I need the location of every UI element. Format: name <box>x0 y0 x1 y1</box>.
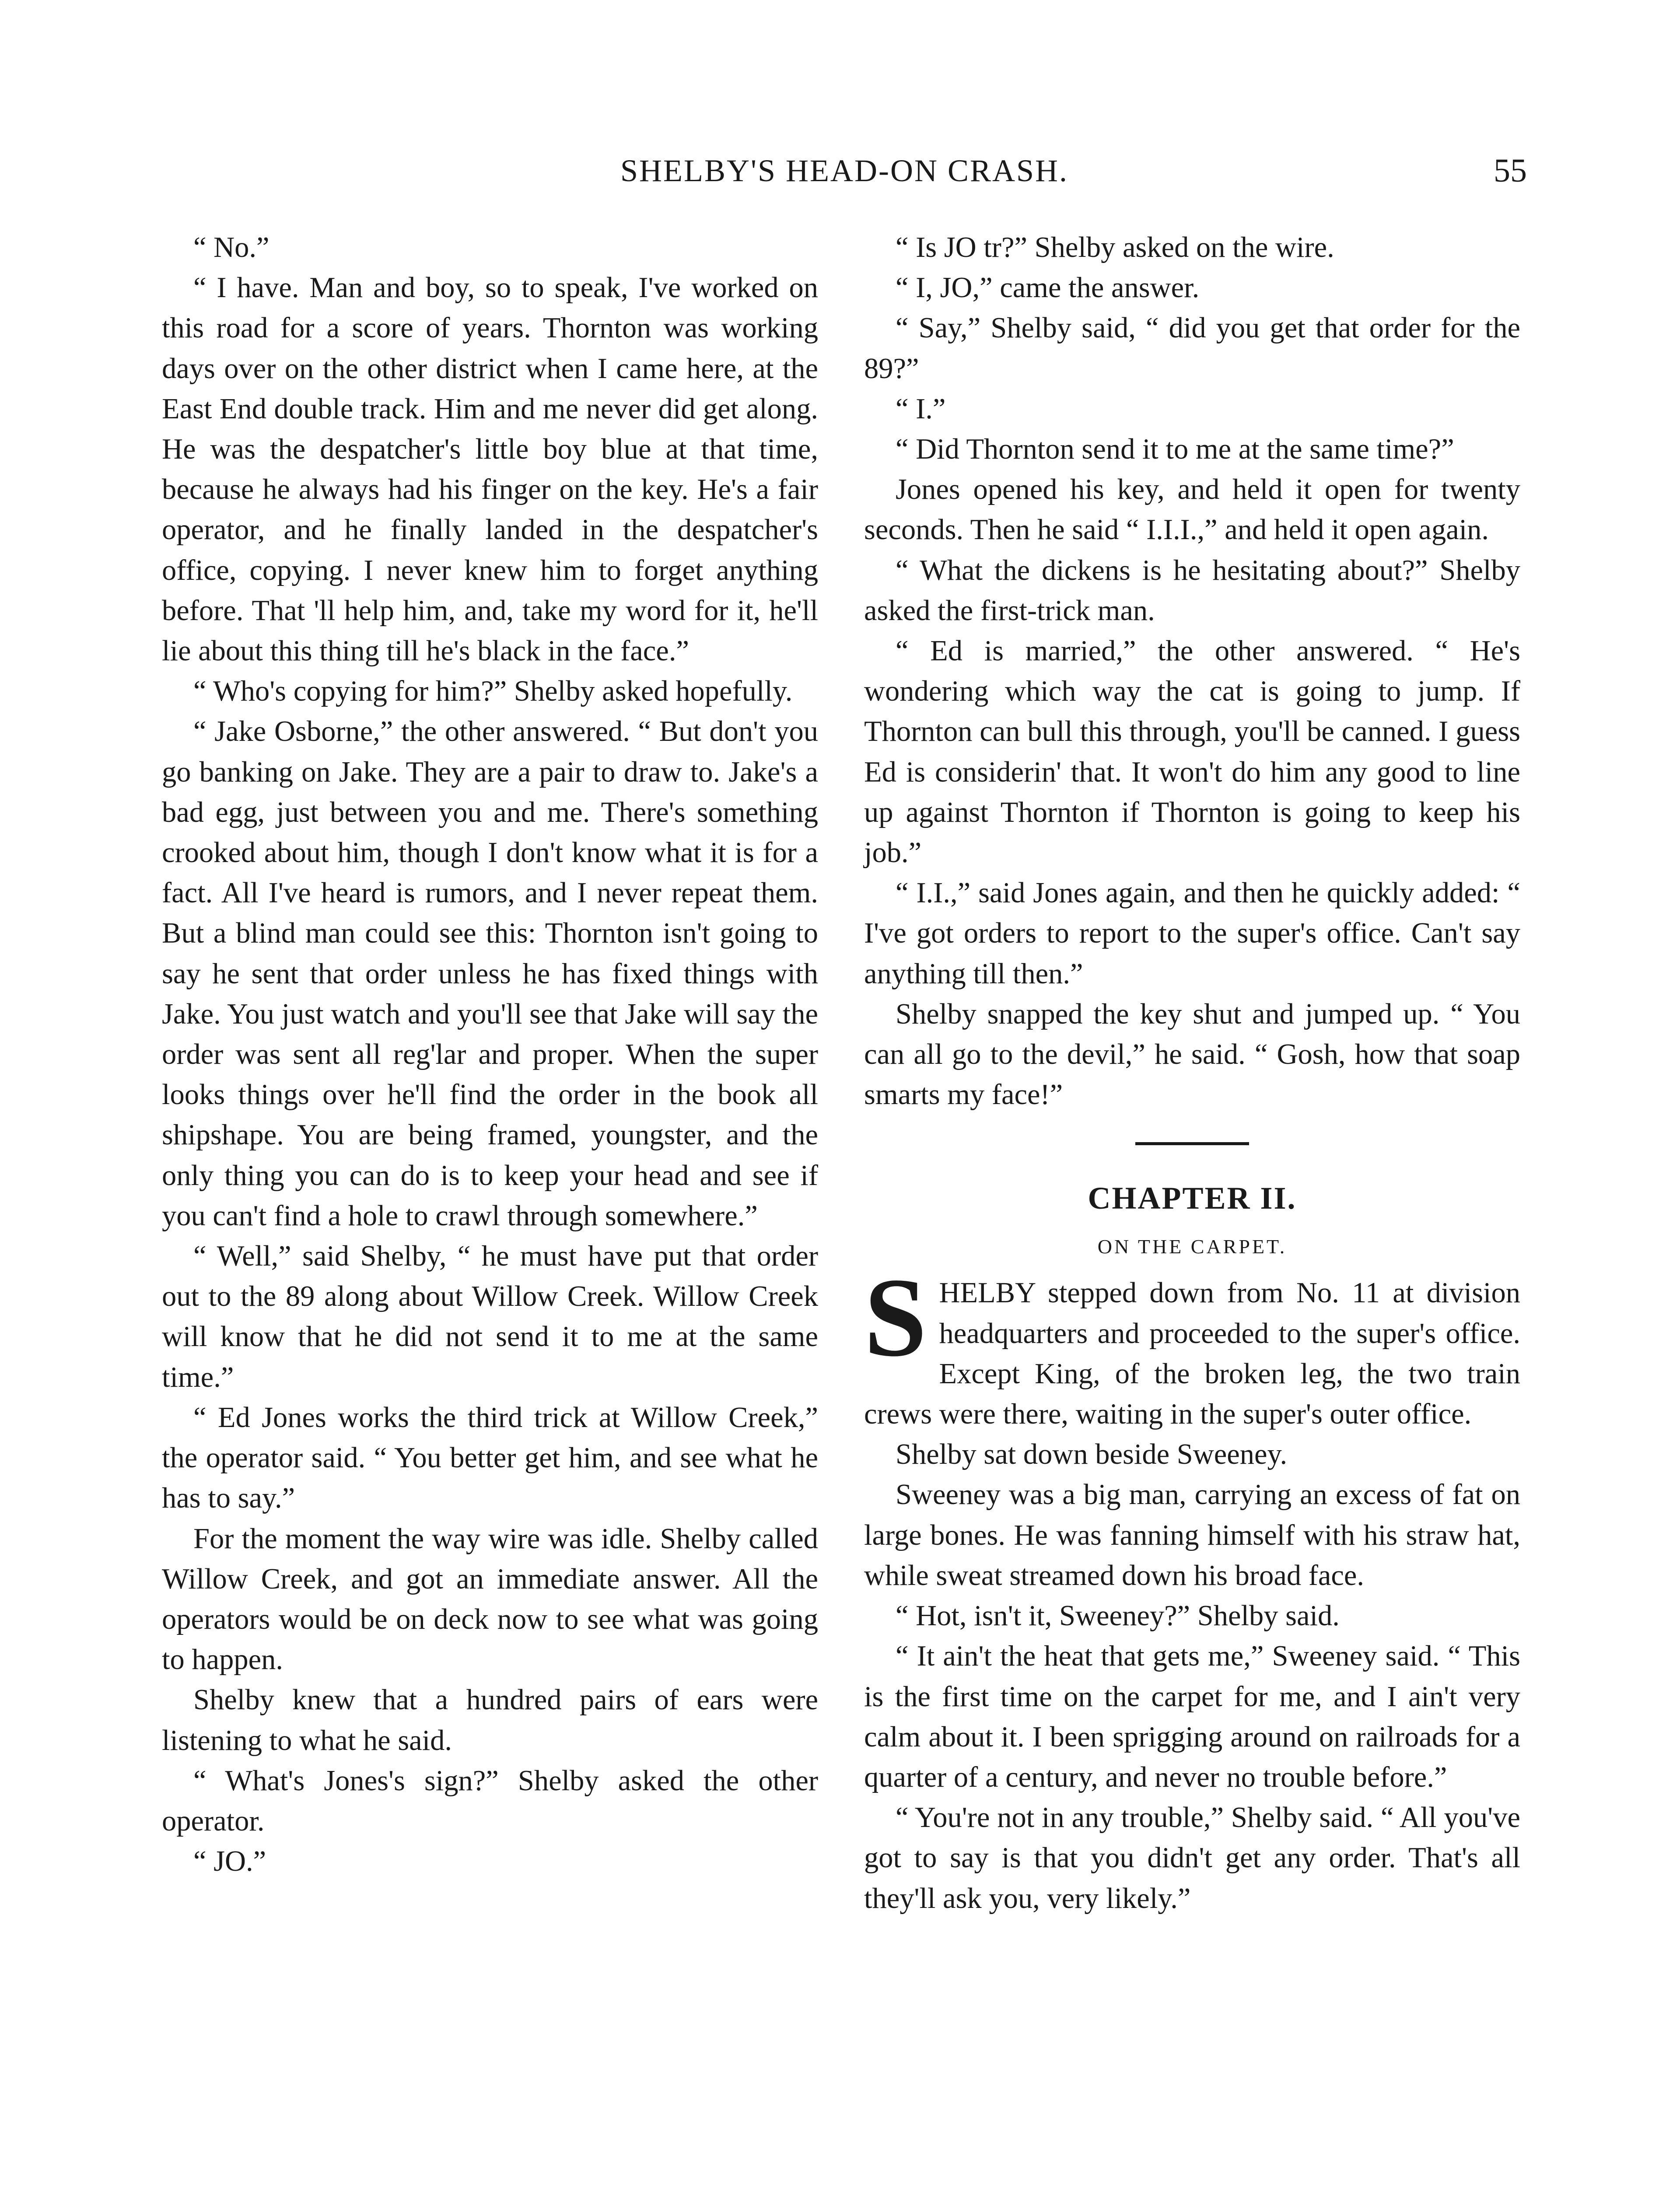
paragraph: “ Say,” Shelby said, “ did you get that order for the 89?” <box>864 312 1520 385</box>
chapter-subtitle: ON THE CARPET. <box>1097 1235 1287 1258</box>
paragraph: “ I.” <box>896 393 946 425</box>
running-title: SHELBY'S HEAD-ON CRASH. <box>620 153 1069 188</box>
paragraph: “ Ed Jones works the third trick at Willow Creek,” the operator said. “ You better get him, and see what he has to say.” <box>162 1401 818 1515</box>
drop-cap: S <box>864 1255 927 1380</box>
paragraph: “ What the dickens is he hesitating about?” Shelby asked the first-trick man. <box>864 554 1520 627</box>
paragraph: Shelby snapped the key shut and jumped up. “ You can all go to the devil,” he said. “ Gosh, how that soap smarts my face!” <box>864 998 1520 1111</box>
left-column <box>162 228 818 1882</box>
paragraph: For the moment the way wire was idle. Shelby called Willow Creek, and got an immediate answer. All the operators would be on deck now to see what was going to happen. <box>162 1522 818 1676</box>
chapter-title: CHAPTER II. <box>1088 1181 1297 1216</box>
opening-text: HELBY stepped down from No. 11 at division headquarters and proceeded to the super's office. Except King, of the broken leg, the two train crews were there, waiting in the super's outer office. <box>864 1277 1520 1431</box>
paragraph: “ I.I.,” said Jones again, and then he quickly added: “ I've got orders to report to the super's office. Can't say anything till then.” <box>864 877 1520 990</box>
paragraph: “ No.” <box>193 231 270 263</box>
paragraph: “ Jake Osborne,” the other answered. “ But don't you go banking on Jake. They are a pair to draw to. Jake's a bad egg, just between you and me. There's something crooked about him, though I don't know what it is for a fact. All I've heard is rumors, and I never repeat them. But a blind man could see this: Thornton isn't going to say he sent that order unless he has fixed things with Jake. You just watch and you'll see that Jake will say the order was sent all reg'lar and proper. When the super looks things over he'll find the order in the book all shipshape. You are being framed, youngster, and the only thing you can do is to keep your head and see if you can't find a hole to crawl through somewhere.” <box>162 715 818 1232</box>
section-divider <box>1135 1142 1249 1145</box>
paragraph: Jones opened his key, and held it open for twenty seconds. Then he said “ I.I.I.,” and held it open again. <box>864 473 1520 546</box>
paragraph: “ It ain't the heat that gets me,” Sweeney said. “ This is the first time on the carpet for me, and I ain't very calm about it. I been sprigging around on railroads for a quarter of a century, and never no trouble before.” <box>864 1640 1520 1793</box>
paragraph: Shelby knew that a hundred pairs of ears were listening to what he said. <box>162 1684 818 1757</box>
paragraph: “ Well,” said Shelby, “ he must have put that order out to the 89 along about Willow Creek. Willow Creek will know that he did not send it to me at the same time.” <box>162 1240 818 1393</box>
paragraph: “ Who's copying for him?” Shelby asked hopefully. <box>193 675 793 708</box>
running-head <box>162 147 1527 195</box>
paragraph: “ JO.” <box>193 1845 266 1878</box>
paragraph: “ You're not in any trouble,” Shelby said. “ All you've got to say is that you didn't get any order. That's all they'll ask you, very likely.” <box>864 1802 1520 1914</box>
paragraph: Shelby sat down beside Sweeney. <box>896 1438 1288 1471</box>
paragraph: “ Hot, isn't it, Sweeney?” Shelby said. <box>896 1600 1340 1632</box>
page-number: 55 <box>1494 152 1527 189</box>
paragraph: “ Ed is married,” the other answered. “ He's wondering which way the cat is going to jump. If Thornton can bull this through, you'll be canned. I guess Ed is considerin' that. It won't do him any good to line up against Thornton if Thornton is going to keep his job.” <box>864 635 1520 869</box>
paragraph: Sweeney was a big man, carrying an excess of fat on large bones. He was fanning himself with his straw hat, while sweat streamed down his broad face. <box>864 1479 1520 1592</box>
right-column <box>864 228 1520 1919</box>
paragraph: “ I, JO,” came the answer. <box>896 272 1200 304</box>
chapter-opening-paragraph <box>864 1255 1520 1434</box>
paragraph: “ Did Thornton send it to me at the same time?” <box>896 433 1454 466</box>
paragraph: “ I have. Man and boy, so to speak, I've worked on this road for a score of years. Thornton was working days over on the other district when I came here, at the East End double track. Him and me never did get along. He was the despatcher's little boy blue at that time, because he always had his finger on the key. He's a fair operator, and he finally landed in the despatcher's office, copying. I never knew him to forget anything before. That 'll help him, and, take my word for it, he'll lie about this thing till he's black in the face.” <box>162 272 818 667</box>
paragraph: “ Is JO tr?” Shelby asked on the wire. <box>896 231 1334 263</box>
paragraph: “ What's Jones's sign?” Shelby asked the other operator. <box>162 1764 818 1837</box>
